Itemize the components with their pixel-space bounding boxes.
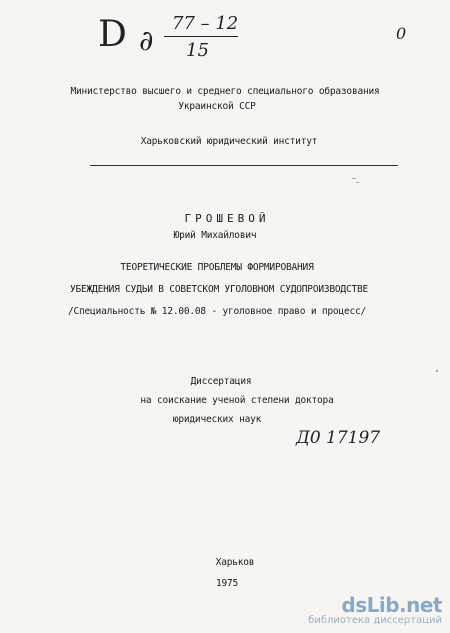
handwritten-inventory-number: Д0 17197: [296, 428, 381, 448]
handwritten-fraction-top: 77 – 12: [172, 13, 239, 34]
paper-speck: [356, 182, 359, 183]
handwritten-corner-mark: 0: [396, 24, 407, 43]
header-divider: [90, 165, 398, 166]
watermark-logo: dsLib.net: [341, 593, 442, 617]
author-surname: ГРОШЕВОЙ: [184, 212, 270, 225]
ministry-line-1: Министерство высшего и среднего специального образования: [70, 86, 380, 97]
handwritten-fraction-bottom: 15: [186, 40, 209, 61]
handwritten-fraction-bar: [164, 36, 238, 37]
handwritten-shelf-mark: D: [98, 14, 127, 55]
city: Харьков: [215, 557, 255, 568]
ministry-line-2: Украинской ССР: [178, 101, 256, 112]
degree-line-2: на соискание ученой степени доктора: [140, 395, 334, 406]
watermark: [308, 595, 442, 627]
paper-speck: [436, 370, 438, 372]
paper-speck: [352, 178, 356, 179]
handwritten-shelf-mark-suffix: ∂: [139, 24, 154, 57]
speciality-line: /Специальность № 12.00.08 - уголовное право и процесс/: [67, 306, 367, 317]
institute-name: Харьковский юридический институт: [140, 136, 318, 147]
watermark-caption: библиотека диссертаций: [308, 615, 442, 626]
year: 1975: [215, 578, 239, 589]
author-name: Юрий Михайлович: [173, 230, 257, 241]
title-line-2: УБЕЖДЕНИЯ СУДЬИ В СОВЕТСКОМ УГОЛОВНОМ СУДОПРОИЗВОДСТВЕ: [69, 284, 369, 295]
degree-line-3: юридических наук: [172, 414, 262, 425]
title-line-1: ТЕОРЕТИЧЕСКИЕ ПРОБЛЕМЫ ФОРМИРОВАНИЯ: [120, 262, 314, 273]
degree-line-1: Диссертация: [190, 376, 252, 387]
